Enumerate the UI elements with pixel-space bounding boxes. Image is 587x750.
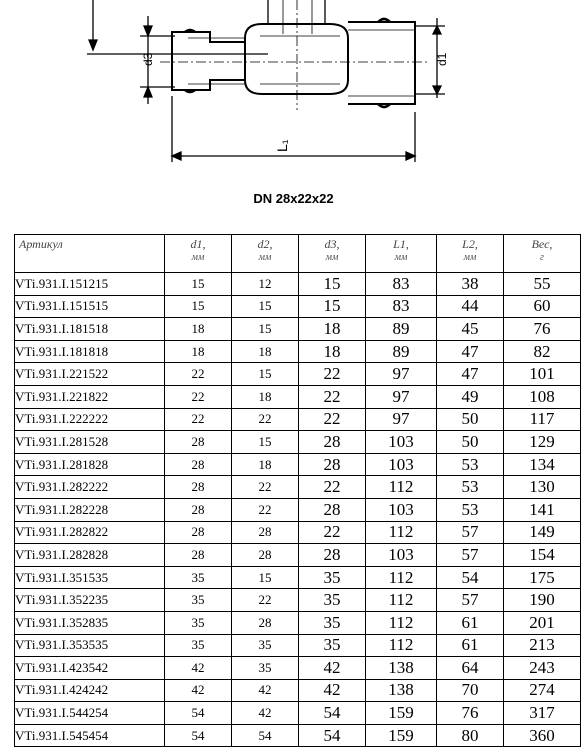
table-cell: 18: [232, 385, 299, 408]
table-cell: VTi.931.I.423542: [15, 657, 165, 680]
table-cell: 22: [299, 363, 366, 386]
table-cell: 76: [437, 702, 504, 725]
table-cell: 190: [504, 589, 581, 612]
table-cell: 28: [165, 521, 232, 544]
table-cell: 103: [366, 431, 437, 454]
table-cell: VTi.931.I.282222: [15, 476, 165, 499]
column-header: [15, 235, 165, 273]
table-cell: 15: [165, 273, 232, 296]
table-cell: 70: [437, 679, 504, 702]
table-cell: 159: [366, 702, 437, 725]
table-cell: 35: [165, 566, 232, 589]
table-header-row: [15, 235, 581, 273]
table-row: [15, 611, 581, 634]
table-cell: 28: [165, 476, 232, 499]
table-cell: 49: [437, 385, 504, 408]
table-cell: VTi.931.I.151515: [15, 295, 165, 318]
table-cell: VTi.931.I.424242: [15, 679, 165, 702]
table-row: [15, 453, 581, 476]
table-cell: VTi.931.I.351535: [15, 566, 165, 589]
table-cell: 103: [366, 453, 437, 476]
table-cell: 112: [366, 521, 437, 544]
table-cell: 15: [165, 295, 232, 318]
table-cell: VTi.931.I.181818: [15, 340, 165, 363]
table-cell: 134: [504, 453, 581, 476]
table-cell: 35: [232, 634, 299, 657]
table-row: [15, 498, 581, 521]
table-cell: 47: [437, 340, 504, 363]
table-cell: 15: [232, 318, 299, 341]
table-cell: 360: [504, 724, 581, 747]
column-header-name: d3,: [324, 237, 340, 251]
table-cell: 159: [366, 724, 437, 747]
table-cell: 57: [437, 589, 504, 612]
table-row: [15, 273, 581, 296]
column-header-name: d1,: [190, 237, 206, 251]
table-cell: 317: [504, 702, 581, 725]
table-cell: 42: [165, 657, 232, 680]
table-cell: 15: [299, 273, 366, 296]
table-cell: 18: [165, 340, 232, 363]
table-cell: 28: [165, 498, 232, 521]
table-cell: 28: [299, 453, 366, 476]
table-cell: VTi.931.I.282822: [15, 521, 165, 544]
table-cell: 22: [232, 589, 299, 612]
table-cell: VTi.931.I.353535: [15, 634, 165, 657]
table-cell: 53: [437, 498, 504, 521]
table-row: [15, 679, 581, 702]
table-cell: 15: [232, 431, 299, 454]
table-cell: 22: [165, 408, 232, 431]
table-cell: 201: [504, 611, 581, 634]
table-cell: 154: [504, 544, 581, 567]
table-cell: 129: [504, 431, 581, 454]
table-cell: 28: [232, 611, 299, 634]
table-cell: VTi.931.I.281528: [15, 431, 165, 454]
table-cell: 35: [232, 657, 299, 680]
table-row: [15, 408, 581, 431]
table-cell: 18: [232, 340, 299, 363]
table-cell: 22: [232, 476, 299, 499]
table-cell: 54: [165, 724, 232, 747]
table-cell: 83: [366, 273, 437, 296]
table-cell: 35: [165, 589, 232, 612]
table-cell: 103: [366, 544, 437, 567]
column-header-name: L1,: [393, 237, 409, 251]
table-cell: 18: [165, 318, 232, 341]
column-header: [232, 235, 299, 273]
table-cell: VTi.931.I.222222: [15, 408, 165, 431]
table-row: [15, 634, 581, 657]
table-cell: 149: [504, 521, 581, 544]
table-cell: 18: [299, 340, 366, 363]
table-cell: 28: [165, 544, 232, 567]
table-cell: 117: [504, 408, 581, 431]
table-cell: VTi.931.I.352235: [15, 589, 165, 612]
table-cell: 55: [504, 273, 581, 296]
column-header-name: d2,: [257, 237, 273, 251]
table-cell: 80: [437, 724, 504, 747]
table-cell: 89: [366, 318, 437, 341]
table-cell: 57: [437, 544, 504, 567]
table-cell: 108: [504, 385, 581, 408]
specification-table: [14, 234, 581, 747]
table-cell: 42: [299, 657, 366, 680]
table-cell: VTi.931.I.151215: [15, 273, 165, 296]
table-row: [15, 657, 581, 680]
table-cell: VTi.931.I.544254: [15, 702, 165, 725]
column-header-unit: мм: [258, 252, 272, 263]
table-cell: 28: [165, 453, 232, 476]
column-header: [504, 235, 581, 273]
column-header-unit: мм: [325, 252, 339, 263]
table-row: [15, 340, 581, 363]
table-row: [15, 476, 581, 499]
d1-label: d1: [435, 52, 449, 66]
column-header: [165, 235, 232, 273]
table-cell: 112: [366, 634, 437, 657]
table-cell: 35: [299, 566, 366, 589]
d3-label: d3: [141, 52, 155, 66]
table-cell: 54: [437, 566, 504, 589]
table-cell: VTi.931.I.282228: [15, 498, 165, 521]
table-cell: 97: [366, 363, 437, 386]
table-cell: 15: [232, 566, 299, 589]
column-header: [366, 235, 437, 273]
table-row: [15, 363, 581, 386]
table-cell: 175: [504, 566, 581, 589]
table-row: [15, 431, 581, 454]
table-cell: VTi.931.I.545454: [15, 724, 165, 747]
table-cell: 64: [437, 657, 504, 680]
table-cell: 42: [165, 679, 232, 702]
table-cell: 54: [299, 724, 366, 747]
table-row: [15, 544, 581, 567]
table-cell: 18: [232, 453, 299, 476]
table-row: [15, 702, 581, 725]
table-cell: 103: [366, 498, 437, 521]
table-cell: 38: [437, 273, 504, 296]
table-cell: 35: [299, 589, 366, 612]
table-cell: 61: [437, 611, 504, 634]
table-cell: 61: [437, 634, 504, 657]
table-cell: 89: [366, 340, 437, 363]
table-cell: 22: [232, 498, 299, 521]
table-cell: 45: [437, 318, 504, 341]
table-cell: 54: [232, 724, 299, 747]
table-cell: 274: [504, 679, 581, 702]
table-cell: VTi.931.I.281828: [15, 453, 165, 476]
table-cell: VTi.931.I.221522: [15, 363, 165, 386]
tee-fitting-drawing: [0, 0, 587, 180]
size-caption: DN 28x22x22: [253, 191, 334, 206]
table-cell: 138: [366, 657, 437, 680]
table-cell: 22: [165, 385, 232, 408]
table-cell: 22: [299, 385, 366, 408]
table-cell: 141: [504, 498, 581, 521]
column-header-unit: г: [540, 252, 544, 263]
table-row: [15, 566, 581, 589]
table-cell: 28: [299, 544, 366, 567]
table-body: [15, 273, 581, 747]
table-cell: 53: [437, 453, 504, 476]
table-cell: VTi.931.I.282828: [15, 544, 165, 567]
column-header: [299, 235, 366, 273]
table-cell: 22: [299, 476, 366, 499]
table-cell: 112: [366, 589, 437, 612]
table-cell: 12: [232, 273, 299, 296]
table-cell: 28: [232, 544, 299, 567]
table-cell: 22: [232, 408, 299, 431]
table-cell: 15: [232, 295, 299, 318]
table-cell: VTi.931.I.181518: [15, 318, 165, 341]
table-cell: 97: [366, 408, 437, 431]
column-header-unit: мм: [463, 252, 477, 263]
table-cell: 54: [299, 702, 366, 725]
table-cell: 22: [299, 521, 366, 544]
table-cell: 47: [437, 363, 504, 386]
table-cell: 130: [504, 476, 581, 499]
table-row: [15, 295, 581, 318]
l1-label: L₁: [274, 139, 290, 152]
table-cell: VTi.931.I.352835: [15, 611, 165, 634]
table-cell: 101: [504, 363, 581, 386]
table-cell: 44: [437, 295, 504, 318]
table-cell: 54: [165, 702, 232, 725]
table-cell: 138: [366, 679, 437, 702]
table-cell: 18: [299, 318, 366, 341]
table-cell: 83: [366, 295, 437, 318]
table-cell: 112: [366, 566, 437, 589]
column-header: [437, 235, 504, 273]
table-cell: 35: [165, 611, 232, 634]
table-cell: 243: [504, 657, 581, 680]
table-cell: 15: [232, 363, 299, 386]
table-row: [15, 318, 581, 341]
table-cell: 42: [232, 702, 299, 725]
table-cell: 42: [232, 679, 299, 702]
table-cell: 112: [366, 611, 437, 634]
table-cell: 35: [165, 634, 232, 657]
table-cell: 35: [299, 611, 366, 634]
table-row: [15, 521, 581, 544]
table-cell: 50: [437, 408, 504, 431]
table-cell: 53: [437, 476, 504, 499]
table-cell: 82: [504, 340, 581, 363]
table-cell: VTi.931.I.221822: [15, 385, 165, 408]
table-row: [15, 385, 581, 408]
table-row: [15, 589, 581, 612]
table-cell: 22: [165, 363, 232, 386]
table-cell: 28: [299, 431, 366, 454]
column-header-unit: мм: [394, 252, 408, 263]
table-cell: 97: [366, 385, 437, 408]
column-header-unit: мм: [191, 252, 205, 263]
table-row: [15, 724, 581, 747]
table-cell: 60: [504, 295, 581, 318]
table-cell: 22: [299, 408, 366, 431]
column-header-name: L2,: [462, 237, 478, 251]
table-cell: 213: [504, 634, 581, 657]
table-cell: 35: [299, 634, 366, 657]
table-cell: 112: [366, 476, 437, 499]
table-cell: 28: [299, 498, 366, 521]
column-header-name: Вес,: [531, 237, 553, 251]
table-cell: 15: [299, 295, 366, 318]
table-cell: 57: [437, 521, 504, 544]
column-header-name: Артикул: [19, 237, 63, 251]
table-cell: 42: [299, 679, 366, 702]
table-cell: 50: [437, 431, 504, 454]
table-cell: 28: [165, 431, 232, 454]
table-cell: 28: [232, 521, 299, 544]
table-cell: 76: [504, 318, 581, 341]
